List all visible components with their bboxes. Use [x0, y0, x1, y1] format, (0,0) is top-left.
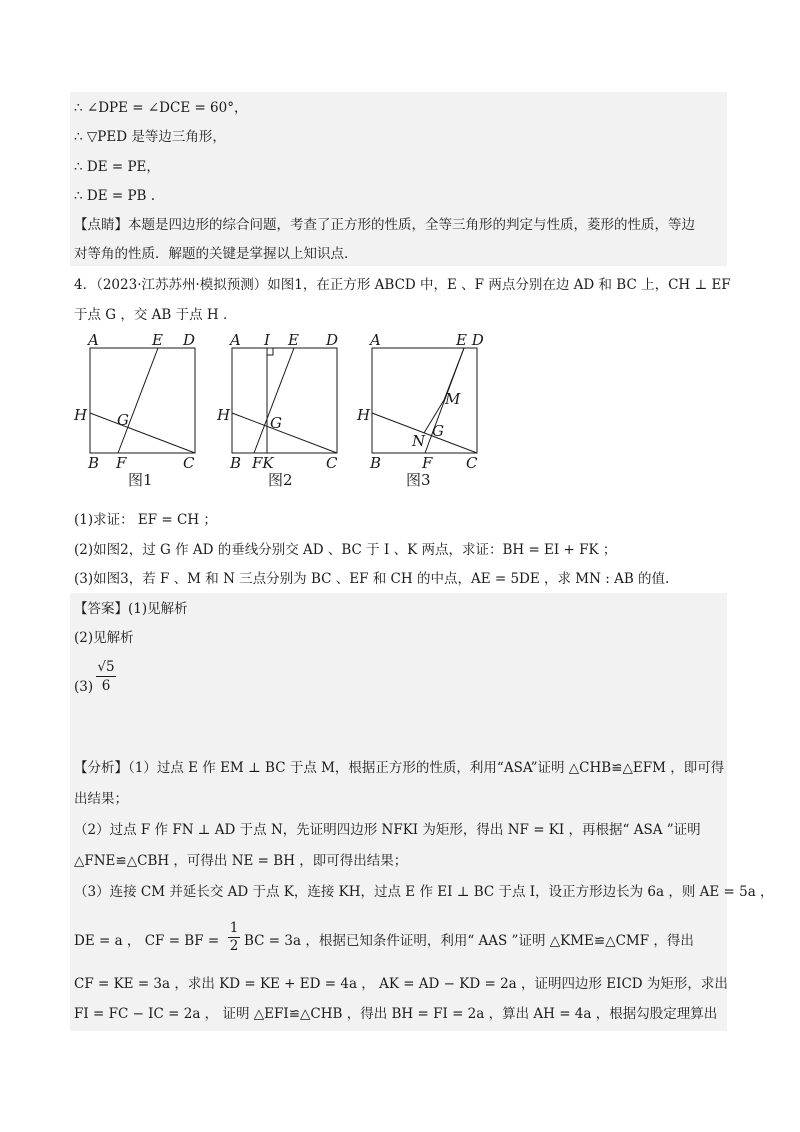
- analysis-line-4: △FNE≌△CBH ，可得出 NE = BH ，即可得出结果；: [74, 853, 408, 869]
- fig2-label-A: A: [230, 331, 241, 349]
- comment-line-2: 对等角的性质．解题的关键是掌握以上知识点．: [74, 246, 358, 262]
- fig3-label-F: F: [422, 454, 433, 472]
- solution-box-top: [70, 92, 727, 266]
- fig3-caption: 图3: [406, 471, 431, 489]
- problem-line-2: 于点 G ，交 AB 于点 H ．: [74, 307, 237, 323]
- fig3-label-N: N: [412, 432, 426, 450]
- proof-line-1: ∴ ∠DPE = ∠DCE = 60°，: [74, 100, 248, 116]
- fig2-label-D: D: [326, 331, 339, 349]
- analysis-line-6-post: BC = 3a ，根据已知条件证明，利用“ AAS ”证明 △KME≌△CMF ，得出: [244, 933, 694, 949]
- answer-fraction-numerator: √5: [97, 659, 115, 675]
- fig3-label-C: C: [466, 454, 478, 472]
- fig2-label-B: B: [230, 454, 242, 472]
- answer-line-1: 【答案】(1)见解析: [74, 601, 188, 617]
- fig2-label-H: H: [217, 406, 231, 424]
- fig2-label-FK: FK: [252, 454, 274, 472]
- comment-line-1: 【点睛】本题是四边形的综合问题，考查了正方形的性质，全等三角形的判定与性质，菱形的性质，等边: [74, 217, 695, 233]
- fig3-label-H: H: [357, 406, 371, 424]
- figure-group: [70, 328, 510, 493]
- question-3: (3)如图3，若 F 、M 和 N 三点分别为 BC 、EF 和 CH 的中点，AE = 5DE ，求 MN : AB 的值.: [74, 571, 670, 587]
- fig1-label-C: C: [183, 454, 195, 472]
- answer-line-2: (2)见解析: [74, 630, 134, 646]
- fig1-caption: 图1: [128, 471, 153, 489]
- fig3-label-G: G: [432, 422, 444, 440]
- fig2-label-I: I: [264, 331, 270, 349]
- analysis-line-3: （2）过点 F 作 FN ⊥ AD 于点 N，先证明四边形 NFKI 为矩形，得出 NF = KI ，再根据“ ASA ”证明: [74, 822, 701, 838]
- fig1-label-G: G: [117, 411, 129, 429]
- analysis-fraction-numerator: 1: [229, 920, 239, 936]
- question-1: (1)求证： EF = CH ；: [74, 512, 217, 528]
- proof-line-4: ∴ DE = PB .: [74, 188, 156, 204]
- fig2-label-E: E: [288, 331, 299, 349]
- proof-line-3: ∴ DE = PE，: [74, 159, 160, 175]
- analysis-line-8: FI = FC − IC = 2a ， 证明 △EFI≌△CHB ，得出 BH = FI = 2a ，算出 AH = 4a ，根据勾股定理算出: [74, 1006, 718, 1022]
- fig1-label-H: H: [74, 406, 88, 424]
- answer-box: [70, 593, 727, 1031]
- fig1-label-F: F: [116, 454, 127, 472]
- answer-fraction-denominator: 6: [101, 678, 111, 694]
- fig3-label-A: A: [370, 331, 381, 349]
- analysis-line-5: （3）连接 CM 并延长交 AD 于点 K，连接 KH，过点 E 作 EI ⊥ BC 于点 I，设正方形边长为 6a ，则 AE = 5a ，: [74, 884, 774, 900]
- analysis-line-6-pre: DE = a ， CF = BF =: [74, 933, 220, 949]
- fig2-caption: 图2: [268, 471, 293, 489]
- answer-fraction: [96, 658, 116, 695]
- analysis-line-2: 出结果；: [74, 791, 128, 807]
- analysis-fraction: [228, 920, 240, 955]
- fig3-label-ED: E D: [456, 331, 484, 349]
- analysis-line-1: 【分析】（1）过点 E 作 EM ⊥ BC 于点 M，根据正方形的性质，利用“ASA”证明 △CHB≌△EFM ，即可得: [74, 760, 725, 776]
- fig1-label-D: D: [183, 331, 196, 349]
- fig2-label-C: C: [326, 454, 338, 472]
- fig2-label-G: G: [270, 414, 282, 432]
- analysis-line-7: CF = KE = 3a ，求出 KD = KE + ED = 4a ， AK = AD − KD = 2a ，证明四边形 EICD 为矩形，求出: [74, 976, 728, 992]
- answer-line-3-prefix: (3): [74, 679, 94, 695]
- question-2: (2)如图2，过 G 作 AD 的垂线分别交 AD 、BC 于 I 、K 两点，求证：BH = EI + FK ；: [74, 542, 617, 558]
- problem-line-1: 4．（2023·江苏苏州·模拟预测）如图1，在正方形 ABCD 中，E 、F 两点分别在边 AD 和 BC 上，CH ⊥ EF: [74, 277, 731, 293]
- fig1-label-A: A: [88, 331, 99, 349]
- analysis-fraction-denominator: 2: [229, 938, 239, 954]
- fig3-label-B: B: [370, 454, 382, 472]
- fig3-label-M: M: [445, 390, 461, 408]
- fig1-label-B: B: [88, 454, 100, 472]
- proof-line-2: ∴ ▽PED 是等边三角形，: [74, 129, 226, 145]
- fig1-label-E: E: [152, 331, 163, 349]
